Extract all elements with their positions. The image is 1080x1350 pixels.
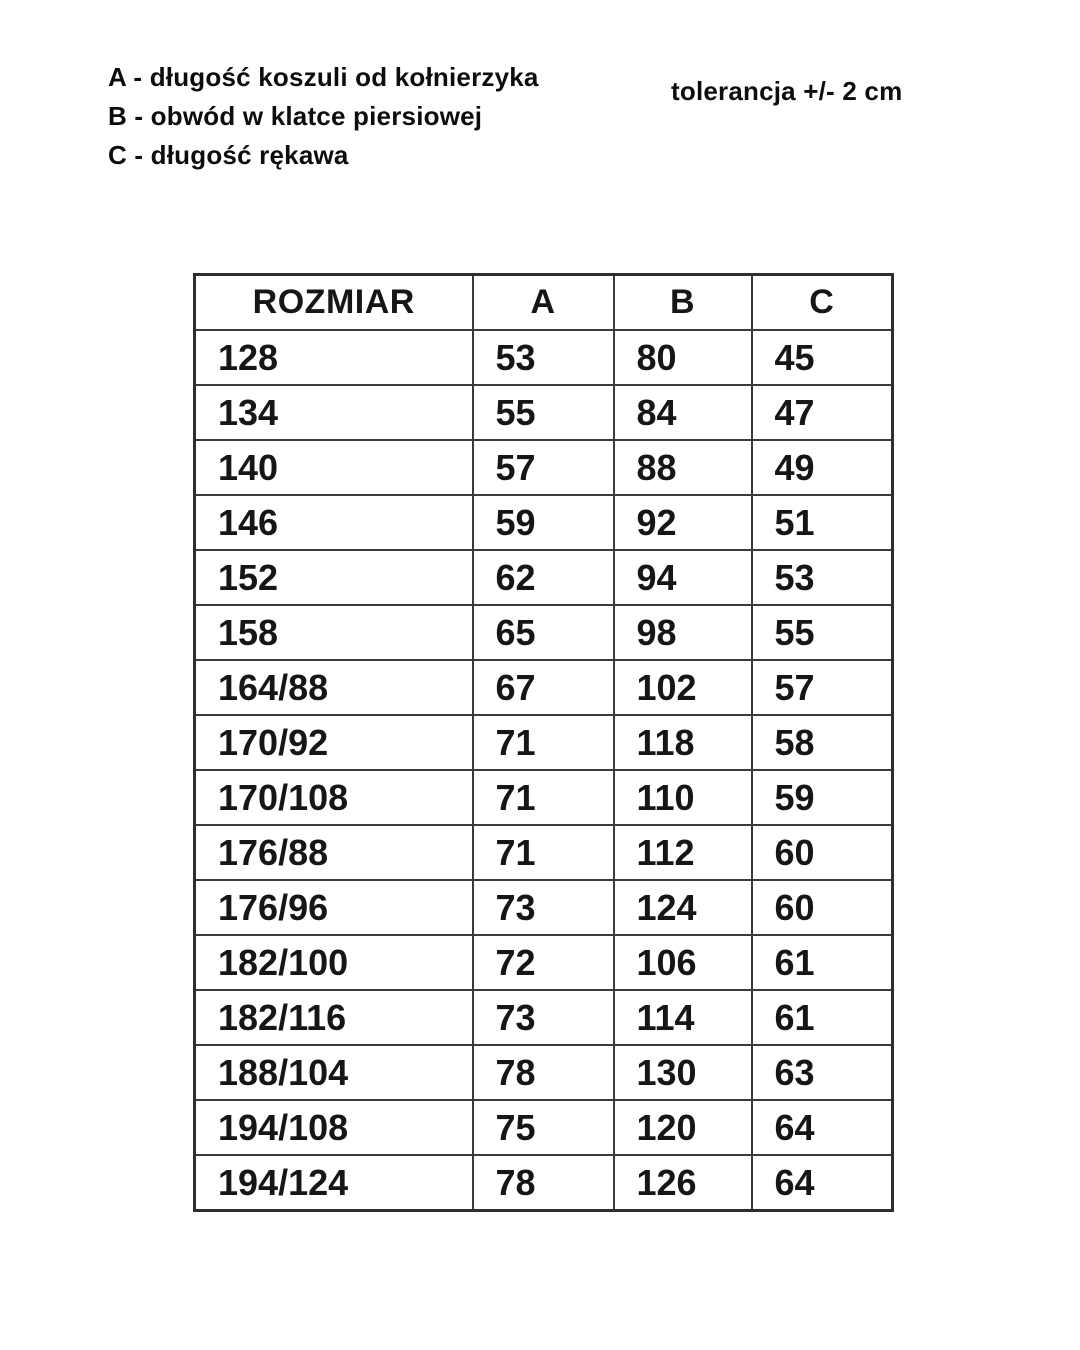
value-c-cell: 61 bbox=[752, 990, 893, 1045]
value-c-cell: 55 bbox=[752, 605, 893, 660]
value-a-cell: 71 bbox=[473, 825, 614, 880]
value-a-cell: 57 bbox=[473, 440, 614, 495]
value-b-cell: 80 bbox=[614, 330, 752, 385]
table-row bbox=[195, 880, 893, 935]
table-row bbox=[195, 990, 893, 1045]
value-c-cell: 59 bbox=[752, 770, 893, 825]
legend-line-c: C - długość rękawa bbox=[108, 140, 349, 170]
table-row bbox=[195, 1045, 893, 1100]
size-label-cell: 158 bbox=[195, 605, 473, 660]
column-header-b: B bbox=[614, 275, 752, 331]
size-label-cell: 188/104 bbox=[195, 1045, 473, 1100]
value-b-cell: 92 bbox=[614, 495, 752, 550]
value-a-cell: 78 bbox=[473, 1155, 614, 1211]
value-b-cell: 94 bbox=[614, 550, 752, 605]
column-header-a: A bbox=[473, 275, 614, 331]
value-b-cell: 110 bbox=[614, 770, 752, 825]
value-c-cell: 49 bbox=[752, 440, 893, 495]
legend-line-a: A - długość koszuli od kołnierzyka bbox=[108, 62, 539, 92]
value-b-cell: 112 bbox=[614, 825, 752, 880]
value-c-cell: 60 bbox=[752, 880, 893, 935]
value-c-cell: 60 bbox=[752, 825, 893, 880]
size-table bbox=[193, 273, 894, 1212]
value-a-cell: 75 bbox=[473, 1100, 614, 1155]
table-row bbox=[195, 770, 893, 825]
value-b-cell: 130 bbox=[614, 1045, 752, 1100]
value-b-cell: 114 bbox=[614, 990, 752, 1045]
table-row bbox=[195, 660, 893, 715]
table-row bbox=[195, 385, 893, 440]
value-b-cell: 98 bbox=[614, 605, 752, 660]
value-b-cell: 88 bbox=[614, 440, 752, 495]
table-row bbox=[195, 1155, 893, 1211]
value-b-cell: 118 bbox=[614, 715, 752, 770]
value-c-cell: 64 bbox=[752, 1155, 893, 1211]
table-row bbox=[195, 550, 893, 605]
value-c-cell: 64 bbox=[752, 1100, 893, 1155]
table-row bbox=[195, 935, 893, 990]
size-table-body bbox=[195, 330, 893, 1211]
size-label-cell: 176/96 bbox=[195, 880, 473, 935]
table-row bbox=[195, 440, 893, 495]
value-a-cell: 73 bbox=[473, 990, 614, 1045]
size-label-cell: 182/100 bbox=[195, 935, 473, 990]
measurement-legend bbox=[108, 58, 539, 175]
size-label-cell: 146 bbox=[195, 495, 473, 550]
size-label-cell: 194/124 bbox=[195, 1155, 473, 1211]
value-c-cell: 53 bbox=[752, 550, 893, 605]
value-c-cell: 63 bbox=[752, 1045, 893, 1100]
value-a-cell: 62 bbox=[473, 550, 614, 605]
value-b-cell: 106 bbox=[614, 935, 752, 990]
value-c-cell: 45 bbox=[752, 330, 893, 385]
value-a-cell: 71 bbox=[473, 770, 614, 825]
size-label-cell: 194/108 bbox=[195, 1100, 473, 1155]
value-a-cell: 78 bbox=[473, 1045, 614, 1100]
value-a-cell: 59 bbox=[473, 495, 614, 550]
size-label-cell: 128 bbox=[195, 330, 473, 385]
size-label-cell: 170/92 bbox=[195, 715, 473, 770]
size-label-cell: 176/88 bbox=[195, 825, 473, 880]
value-b-cell: 84 bbox=[614, 385, 752, 440]
size-label-cell: 134 bbox=[195, 385, 473, 440]
value-b-cell: 102 bbox=[614, 660, 752, 715]
value-a-cell: 67 bbox=[473, 660, 614, 715]
table-row bbox=[195, 605, 893, 660]
table-row bbox=[195, 715, 893, 770]
value-a-cell: 65 bbox=[473, 605, 614, 660]
table-row bbox=[195, 495, 893, 550]
value-c-cell: 61 bbox=[752, 935, 893, 990]
table-row bbox=[195, 330, 893, 385]
table-row bbox=[195, 825, 893, 880]
legend-line-b: B - obwód w klatce piersiowej bbox=[108, 101, 483, 131]
size-label-cell: 182/116 bbox=[195, 990, 473, 1045]
size-label-cell: 164/88 bbox=[195, 660, 473, 715]
value-a-cell: 71 bbox=[473, 715, 614, 770]
size-table-header-row bbox=[195, 275, 893, 331]
value-a-cell: 53 bbox=[473, 330, 614, 385]
value-c-cell: 57 bbox=[752, 660, 893, 715]
value-c-cell: 51 bbox=[752, 495, 893, 550]
value-c-cell: 58 bbox=[752, 715, 893, 770]
size-label-cell: 152 bbox=[195, 550, 473, 605]
value-a-cell: 72 bbox=[473, 935, 614, 990]
tolerance-note: tolerancja +/- 2 cm bbox=[671, 76, 903, 106]
value-b-cell: 124 bbox=[614, 880, 752, 935]
value-a-cell: 73 bbox=[473, 880, 614, 935]
value-c-cell: 47 bbox=[752, 385, 893, 440]
table-row bbox=[195, 1100, 893, 1155]
column-header-c: C bbox=[752, 275, 893, 331]
column-header-rozmiar: ROZMIAR bbox=[195, 275, 473, 331]
value-b-cell: 120 bbox=[614, 1100, 752, 1155]
value-a-cell: 55 bbox=[473, 385, 614, 440]
size-label-cell: 170/108 bbox=[195, 770, 473, 825]
size-label-cell: 140 bbox=[195, 440, 473, 495]
value-b-cell: 126 bbox=[614, 1155, 752, 1211]
